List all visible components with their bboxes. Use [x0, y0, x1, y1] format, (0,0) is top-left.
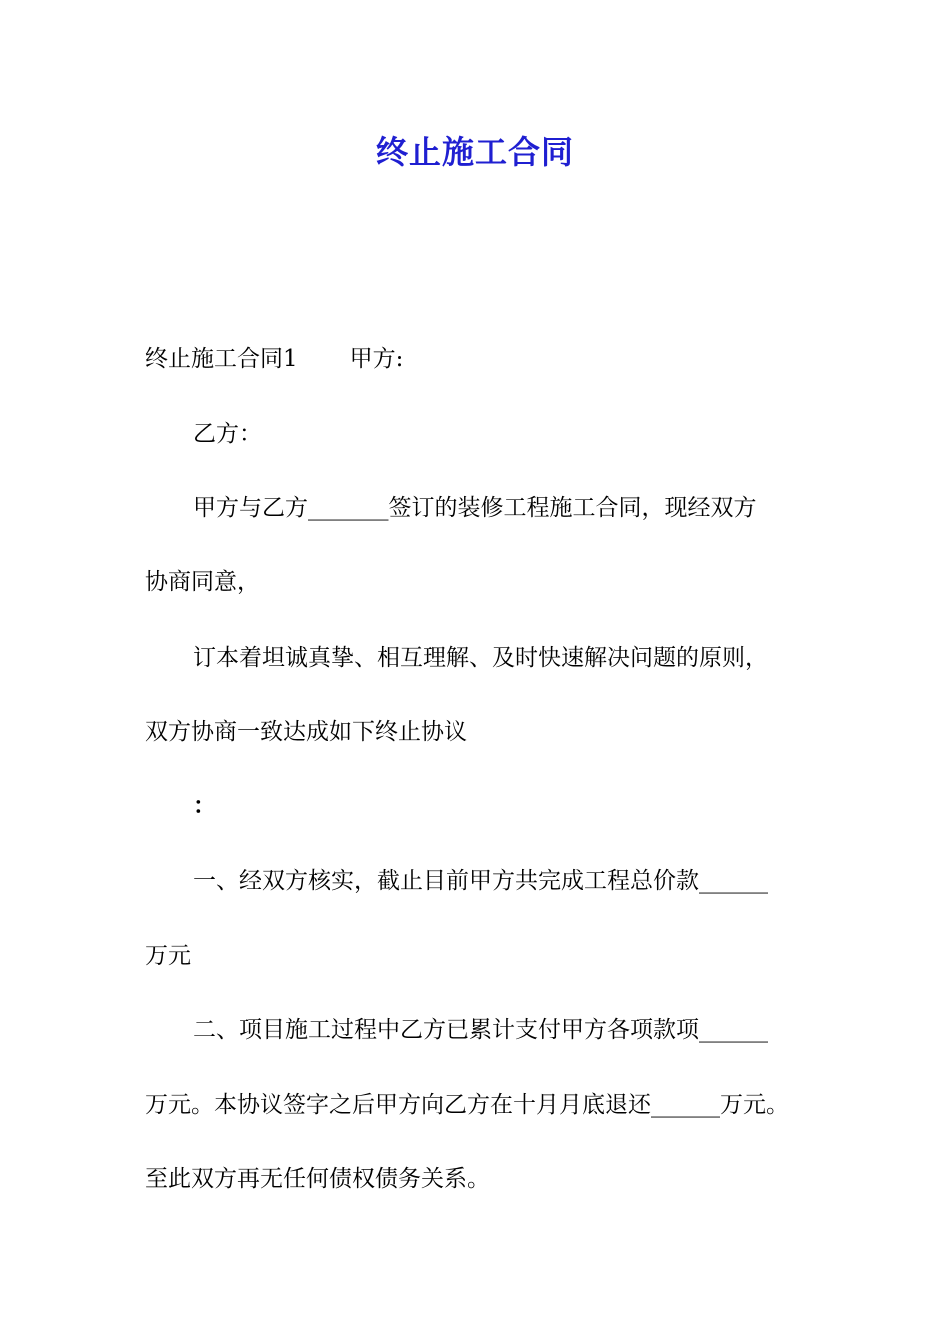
paragraph-line: 协商同意，	[145, 569, 260, 595]
clause-one-line: 万元	[145, 943, 191, 969]
paragraph-line: 甲方与乙方_______签订的装修工程施工合同，现经双方	[193, 495, 757, 521]
party-b-label: 乙方：	[193, 421, 262, 447]
paragraph-line: ：	[193, 792, 216, 819]
clause-two-line: 二、项目施工过程中乙方已累计支付甲方各项款项______	[193, 1017, 768, 1043]
clause-one-line: 一、经双方核实，截止目前甲方共完成工程总价款______	[193, 868, 768, 894]
clause-two-line: 万元。本协议签字之后甲方向乙方在十月月底退还______万元。	[145, 1092, 789, 1118]
contract-number-label: 终止施工合同1	[145, 346, 298, 372]
party-a-label: 甲方:	[349, 346, 404, 372]
document-title: 终止施工合同	[375, 133, 574, 171]
paragraph-line: 订本着坦诚真挚、相互理解、及时快速解决问题的原则，	[193, 645, 768, 671]
contract-heading-line	[145, 344, 403, 374]
paragraph-line: 双方协商一致达成如下终止协议	[145, 719, 467, 745]
clause-two-line: 至此双方再无任何债权债务关系。	[145, 1166, 490, 1192]
